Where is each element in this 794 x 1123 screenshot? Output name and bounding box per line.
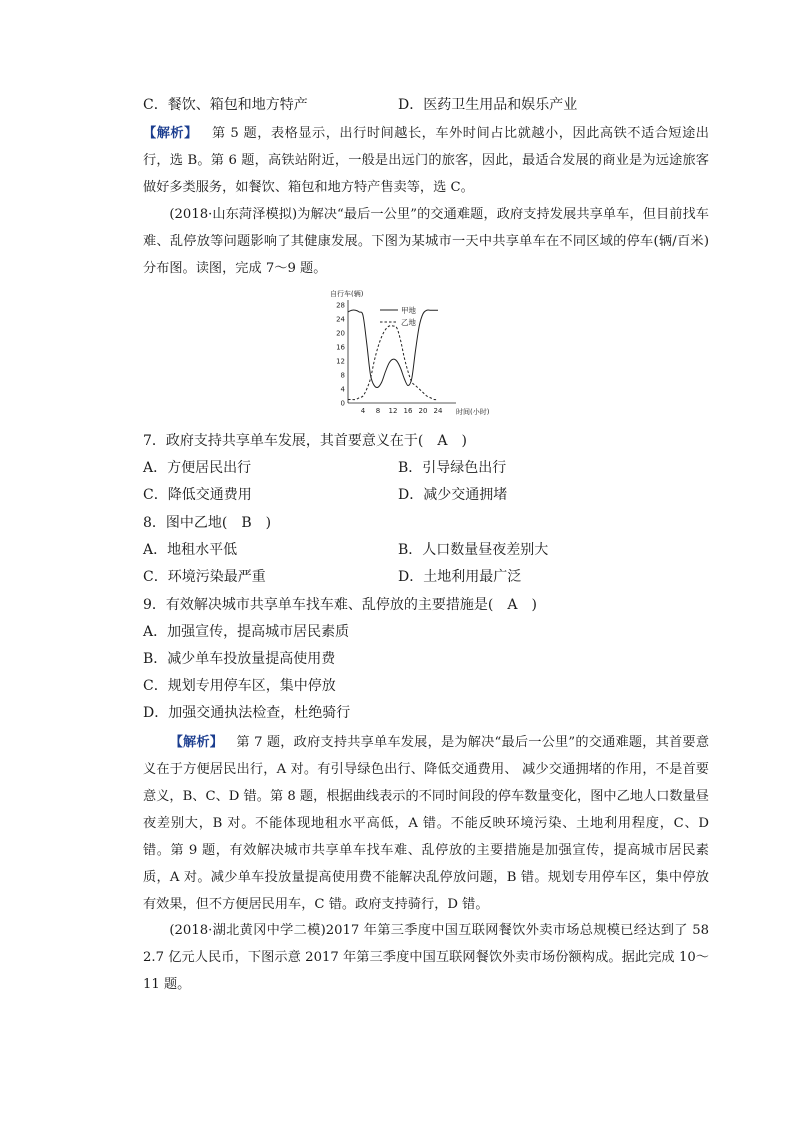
- intro-text: (2018·山东菏泽模拟)为解决“最后一公里”的交通难题，政府支持发展共享单车，但目前找车难、乱停放等问题影响了其健康发展。下图为某城市一天中共享单车在不同区域的停车(辆/百米)分布图。读图，完成 7～9 题。: [143, 207, 709, 276]
- x-tick-label: 20: [418, 407, 428, 415]
- q8-option-c: C．环境污染最严重: [143, 569, 266, 585]
- prev-option-d: D．医药卫生用品和娱乐产业: [398, 97, 578, 113]
- y-tick-label: 28: [336, 301, 345, 310]
- y-tick-label: 12: [336, 357, 345, 366]
- q7-stem: 7．政府支持共享单车发展，其首要意义在于( A ): [143, 433, 467, 449]
- q7-option-b: B．引导绿色出行: [398, 460, 507, 476]
- chart-ylabel: 自行车(辆): [330, 290, 364, 298]
- y-tick-label: 24: [336, 315, 345, 324]
- x-tick-label: 16: [403, 407, 413, 415]
- prev-option-c: C．餐饮、箱包和地方特产: [143, 97, 308, 113]
- analysis-5-6: [143, 120, 709, 201]
- chart-xlabel: 时间(小时): [456, 408, 490, 416]
- q8-stem: 8．图中乙地( B ): [143, 515, 272, 531]
- q8-option-a: A．地租水平低: [143, 542, 238, 558]
- q8-option-b: B．人口数量昼夜差别大: [398, 542, 549, 558]
- q7-option-c: C．降低交通费用: [143, 487, 252, 503]
- analysis-tag: 【解析】: [169, 735, 224, 750]
- q7-option-a: A．方便居民出行: [143, 460, 252, 476]
- y-tick-label: 20: [336, 329, 345, 338]
- analysis-7-9: [143, 729, 709, 918]
- series-line-jia: [348, 310, 438, 388]
- q9-option-a: A．加强宣传，提高城市居民素质: [143, 624, 350, 640]
- analysis-text: 第 7 题，政府支持共享单车发展，是为解决“最后一公里”的交通难题，其首要意义在于方便居民出行，A 对。有引导绿色出行、降低交通费用、 减少交通拥堵的作用，不是首要意义，B、C、D 错。第 8 题，根据曲线表示的不同时间段的停车数量变化，图中乙地人口数量昼夜差别大，B 对。不能体现地租水平高低，A 错。不能反映环境污染、土地利用程度，C、D 错。第 9 题，有效解决城市共享单车找车难、乱停放的主要措施是加强宣传，提高城市居民素质，A 对。减少单车投放量提高使用费不能解决乱停放问题，B 错。规划专用停车区，集中停放有效果，但不方便居民用车，C 错。政府支持骑行，D 错。: [143, 735, 710, 912]
- analysis-tag: 【解析】: [143, 126, 198, 141]
- q9-option-c: C．规划专用停车区，集中停放: [143, 678, 336, 694]
- x-tick-label: 12: [388, 407, 398, 415]
- x-tick-label: 4: [360, 407, 366, 415]
- q7-option-d: D．减少交通拥堵: [398, 487, 508, 503]
- series-line-yi: [348, 326, 438, 400]
- intro-7-9: [143, 201, 709, 282]
- q8-option-d: D．土地利用最广泛: [398, 569, 522, 585]
- y-tick-label: 4: [340, 385, 345, 394]
- q9-option-b: B．减少单车投放量提高使用费: [143, 651, 336, 667]
- intro-text: (2018·湖北黄冈中学二模)2017 年第三季度中国互联网餐饮外卖市场总规模已经达到了 582.7 亿元人民币，下图示意 2017 年第三季度中国互联网餐饮外卖市场份额构成。据此完成 10～11 题。: [143, 923, 709, 992]
- x-tick-label: 8: [375, 407, 381, 415]
- y-tick-label: 8: [340, 371, 345, 380]
- legend-label-yi: 乙地: [401, 318, 416, 327]
- y-tick-label: 0: [340, 399, 345, 408]
- legend-label-jia: 甲地: [401, 306, 416, 315]
- y-tick-label: 16: [336, 343, 345, 352]
- analysis-text: 第 5 题，表格显示，出行时间越长，车外时间占比就越小，因此高铁不适合短途出行，选 B。第 6 题，高铁站附近，一般是出远门的旅客，因此，最适合发展的商业是为远途旅客做好多类服务，如餐饮、箱包和地方特产售卖等，选 C。: [143, 126, 709, 195]
- bike-parking-chart: [326, 286, 490, 420]
- q9-stem: 9．有效解决城市共享单车找车难、乱停放的主要措施是( A ): [143, 597, 537, 613]
- intro-10-11: [143, 917, 709, 998]
- x-tick-label: 24: [433, 407, 443, 415]
- q9-option-d: D．加强交通执法检查，杜绝骑行: [143, 705, 351, 721]
